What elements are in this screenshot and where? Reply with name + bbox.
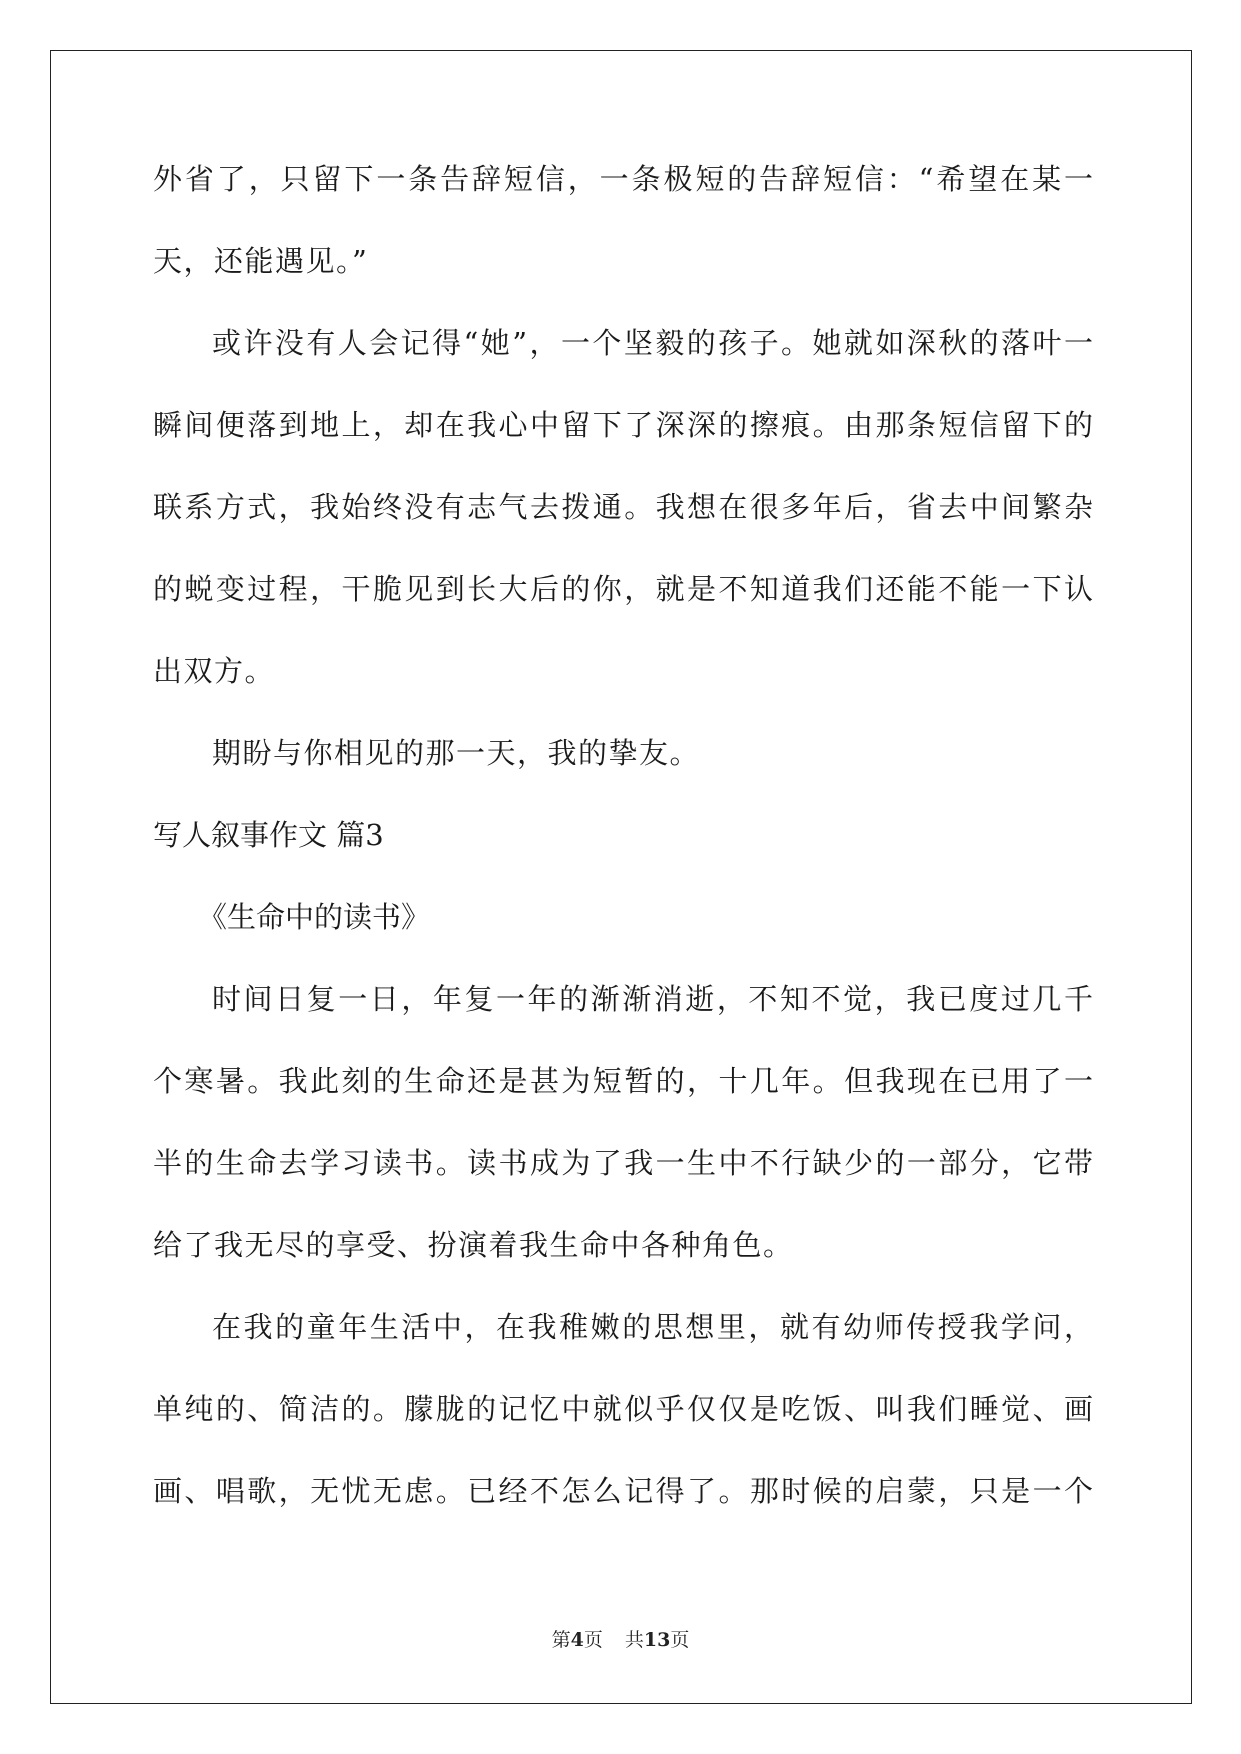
text-line: 瞬间便落到地上，却在我心中留下了深深的擦痕。由那条短信留下的	[153, 408, 1093, 442]
text-line: 单纯的、简洁的。朦胧的记忆中就似乎仅仅是吃饭、叫我们睡觉、画	[153, 1392, 1093, 1426]
page-footer	[0, 1628, 1241, 1652]
text-line: 出双方。	[153, 654, 276, 688]
text-line: 个寒暑。我此刻的生命还是甚为短暂的，十几年。但我现在已用了一	[153, 1064, 1093, 1098]
text-line: 天，还能遇见。”	[153, 244, 369, 278]
text-line: 时间日复一日，年复一年的渐渐消逝，不知不觉，我已度过几千	[212, 982, 1093, 1016]
footer-total-pages: 13	[643, 1629, 671, 1651]
text-line: 期盼与你相见的那一天，我的挚友。	[212, 736, 701, 770]
text-line: 联系方式，我始终没有志气去拨通。我想在很多年后，省去中间繁杂	[153, 490, 1093, 524]
text-line: 或许没有人会记得“她”，一个坚毅的孩子。她就如深秋的落叶一	[212, 326, 1093, 360]
article-title: 《生命中的读书》	[198, 900, 431, 934]
text-line: 画、唱歌，无忧无虑。已经不怎么记得了。那时候的启蒙，只是一个	[153, 1474, 1093, 1508]
footer-page-number: 4	[570, 1629, 584, 1651]
text-line: 给了我无尽的享受、扮演着我生命中各种角色。	[153, 1228, 794, 1262]
footer-page-suffix: 页	[583, 1629, 603, 1651]
footer-prefix: 第	[551, 1629, 571, 1651]
page-border	[50, 50, 1192, 1704]
text-line: 外省了，只留下一条告辞短信，一条极短的告辞短信：“希望在某一	[153, 162, 1093, 196]
text-line: 在我的童年生活中，在我稚嫩的思想里，就有幼师传授我学问，	[212, 1310, 1093, 1344]
footer-total-prefix: 共	[624, 1629, 644, 1651]
footer-total-suffix: 页	[670, 1629, 690, 1651]
section-heading: 写人叙事作文 篇3	[153, 818, 384, 852]
text-line: 半的生命去学习读书。读书成为了我一生中不行缺少的一部分，它带	[153, 1146, 1093, 1180]
text-line: 的蜕变过程，干脆见到长大后的你，就是不知道我们还能不能一下认	[153, 572, 1093, 606]
